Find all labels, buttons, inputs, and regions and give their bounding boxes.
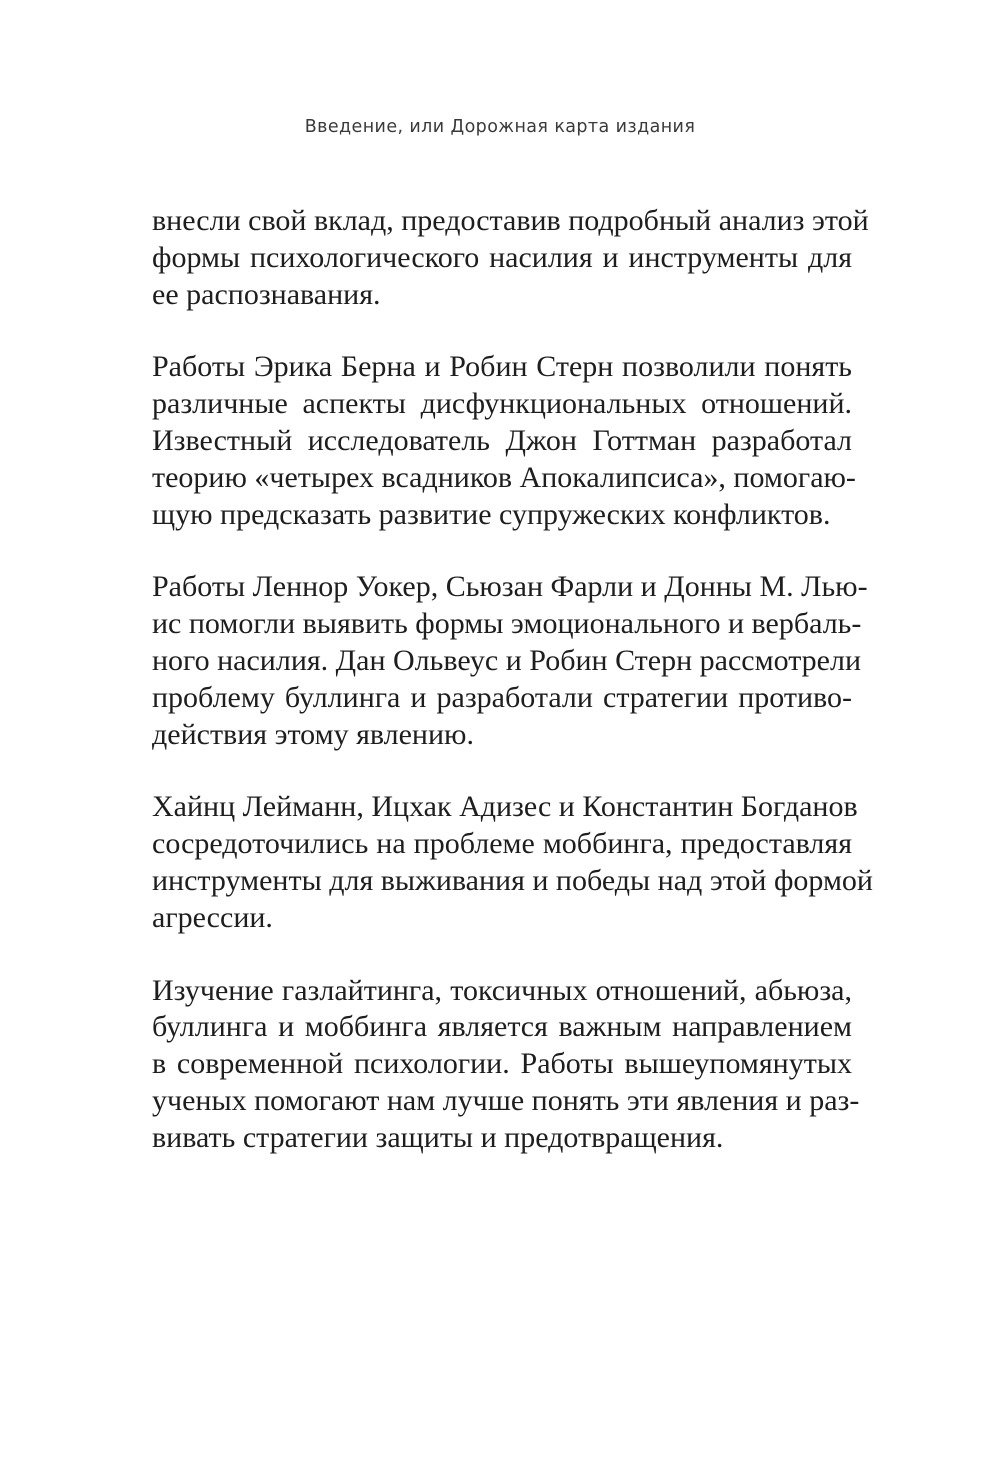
body-text <box>152 203 873 1193</box>
text-line: Хайнц Лейманн, Ицхак Адизес и Константин Богданов <box>152 790 858 824</box>
text-line: ного насилия. Дан Ольвеус и Робин Стерн рассмотрели <box>152 643 862 677</box>
text-line: теорию «четырех всадников Апокалипсиса», помогаю- <box>152 460 856 494</box>
text-line: агрессии. <box>152 900 273 934</box>
text-line: вивать стратегии защиты и предотвращения. <box>152 1120 724 1154</box>
paragraph <box>152 349 856 533</box>
text-line: формы психологического насилия и инструменты для <box>152 240 852 274</box>
text-line: Известный исследователь Джон Готтман разработал <box>152 423 852 457</box>
text-line: щую предсказать развитие супружеских конфликтов. <box>152 497 831 531</box>
text-line: ее распознавания. <box>152 277 381 311</box>
text-line: внесли свой вклад, предоставив подробный анализ этой <box>152 204 869 237</box>
paragraph <box>152 973 860 1157</box>
text-line: Работы Эрика Берна и Робин Стерн позволили понять <box>152 350 852 384</box>
text-line: сосредоточились на проблеме моббинга, предоставляя <box>152 827 852 861</box>
text-line: различные аспекты дисфункциональных отношений. <box>152 387 852 421</box>
text-line: инструменты для выживания и победы над этой формой <box>152 863 873 897</box>
running-head: Введение, или Дорожная карта издания <box>304 117 696 137</box>
paragraph <box>152 789 873 936</box>
text-line: Работы Леннор Уокер, Сьюзан Фарли и Донны М. Лью- <box>152 570 868 604</box>
text-line: Изучение газлайтинга, токсичных отношений, абьюза, <box>152 973 852 1007</box>
text-line: ученых помогают нам лучше понять эти явления и раз- <box>152 1083 860 1117</box>
text-line: буллинга и моббинга является важным направлением <box>152 1010 852 1044</box>
text-line: в современной психологии. Работы вышеупомянутых <box>152 1047 852 1081</box>
paragraph <box>152 569 868 753</box>
text-line: действия этому явлению. <box>152 717 474 751</box>
text-line: ис помогли выявить формы эмоционального и вербаль- <box>152 607 862 641</box>
paragraph <box>152 203 869 313</box>
text-line: проблему буллинга и разработали стратегии противо- <box>152 680 852 714</box>
